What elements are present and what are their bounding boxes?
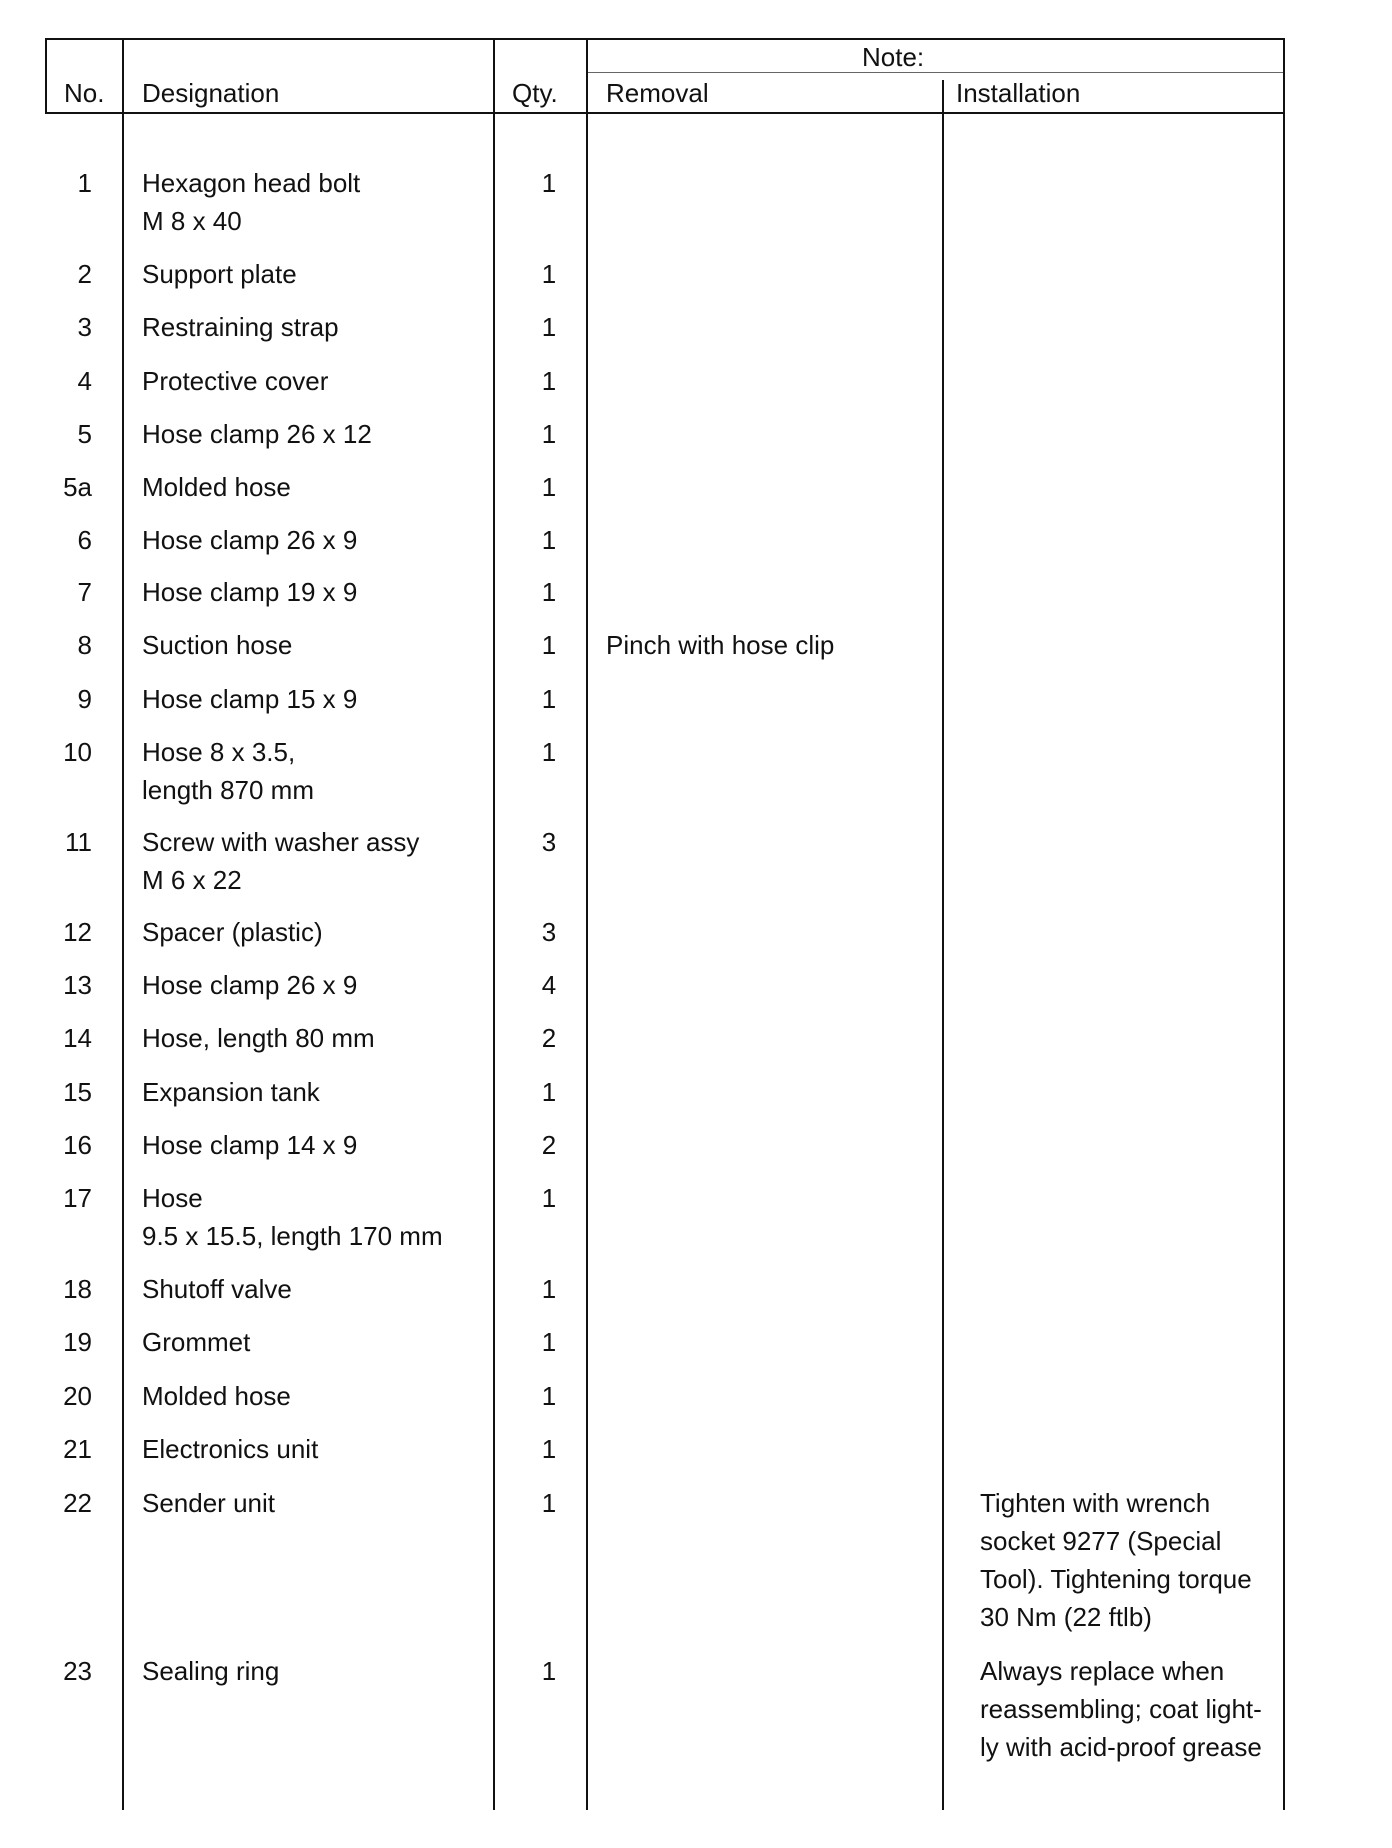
row-qty: 1 xyxy=(541,1077,557,1107)
note-subheader-rule xyxy=(588,72,1285,73)
row-designation: Hose 8 x 3.5, xyxy=(142,737,296,767)
row-qty: 3 xyxy=(541,917,557,947)
row-designation: M 6 x 22 xyxy=(142,865,242,895)
row-designation: Suction hose xyxy=(142,630,293,660)
row-number: 8 xyxy=(77,630,92,660)
row-qty: 1 xyxy=(541,312,557,342)
row-number: 5 xyxy=(77,419,92,449)
col-divider-3 xyxy=(493,38,495,1810)
col-divider-5 xyxy=(942,80,944,1810)
row-designation: Hose clamp 26 x 9 xyxy=(142,525,358,555)
row-qty: 1 xyxy=(541,419,557,449)
row-qty: 1 xyxy=(541,1381,557,1411)
row-qty: 1 xyxy=(541,168,557,198)
row-number: 4 xyxy=(77,366,92,396)
row-number: 21 xyxy=(63,1434,92,1464)
row-number: 11 xyxy=(65,827,92,857)
row-number: 5a xyxy=(63,472,92,502)
row-designation: Electronics unit xyxy=(142,1434,319,1464)
row-qty: 1 xyxy=(541,1434,557,1464)
header-bottom-rule xyxy=(45,112,1285,114)
row-qty: 1 xyxy=(541,472,557,502)
row-qty: 1 xyxy=(541,630,557,660)
row-number: 9 xyxy=(77,684,92,714)
row-designation: Protective cover xyxy=(142,366,329,396)
row-designation: Restraining strap xyxy=(142,312,339,342)
row-qty: 1 xyxy=(541,737,557,767)
row-qty: 1 xyxy=(541,684,557,714)
row-qty: 1 xyxy=(541,1656,557,1686)
col-divider-4 xyxy=(586,38,588,1810)
row-number: 17 xyxy=(63,1183,92,1213)
header-removal: Removal xyxy=(606,78,709,108)
row-installation-note: socket 9277 (Special xyxy=(980,1526,1222,1556)
row-qty: 1 xyxy=(541,1274,557,1304)
row-installation-note: Always replace when xyxy=(980,1656,1225,1686)
row-qty: 2 xyxy=(541,1023,557,1053)
row-designation: M 8 x 40 xyxy=(142,206,242,236)
row-number: 1 xyxy=(77,168,92,198)
row-number: 2 xyxy=(77,259,92,289)
row-qty: 2 xyxy=(541,1130,557,1160)
row-designation: Sealing ring xyxy=(142,1656,280,1686)
row-qty: 1 xyxy=(541,525,557,555)
row-designation: Sender unit xyxy=(142,1488,275,1518)
row-number: 14 xyxy=(63,1023,92,1053)
row-installation-note: Tighten with wrench xyxy=(980,1488,1211,1518)
header-note: Note: xyxy=(862,42,925,72)
row-number: 16 xyxy=(63,1130,92,1160)
row-number: 19 xyxy=(63,1327,92,1357)
row-designation: Spacer (plastic) xyxy=(142,917,323,947)
row-designation: Hexagon head bolt xyxy=(142,168,361,198)
row-qty: 1 xyxy=(541,577,557,607)
row-designation: Molded hose xyxy=(142,1381,291,1411)
row-installation-note: 30 Nm (22 ftlb) xyxy=(980,1602,1152,1632)
row-designation: Screw with washer assy xyxy=(142,827,420,857)
row-qty: 1 xyxy=(541,366,557,396)
table-top-rule xyxy=(45,38,1285,40)
row-number: 20 xyxy=(63,1381,92,1411)
row-number: 13 xyxy=(63,970,92,1000)
row-number: 23 xyxy=(63,1656,92,1686)
row-designation: Support plate xyxy=(142,259,297,289)
row-installation-note: reassembling; coat light- xyxy=(980,1694,1262,1724)
row-number: 10 xyxy=(63,737,92,767)
row-number: 3 xyxy=(77,312,92,342)
row-qty: 1 xyxy=(541,1488,557,1518)
header-installation: Installation xyxy=(956,78,1081,108)
row-installation-note: ly with acid-proof grease xyxy=(980,1732,1262,1762)
row-designation: Expansion tank xyxy=(142,1077,320,1107)
row-designation: Hose clamp 19 x 9 xyxy=(142,577,358,607)
row-installation-note: Tool). Tightening torque xyxy=(980,1564,1252,1594)
row-number: 7 xyxy=(77,577,92,607)
col-divider-6 xyxy=(1283,38,1285,1810)
row-designation: length 870 mm xyxy=(142,775,314,805)
row-designation: Grommet xyxy=(142,1327,251,1357)
row-designation: Hose clamp 26 x 9 xyxy=(142,970,358,1000)
row-qty: 3 xyxy=(541,827,557,857)
row-designation: Hose, length 80 mm xyxy=(142,1023,375,1053)
row-designation: Hose clamp 26 x 12 xyxy=(142,419,372,449)
row-number: 18 xyxy=(63,1274,92,1304)
row-removal-note: Pinch with hose clip xyxy=(606,630,835,660)
row-qty: 1 xyxy=(541,1327,557,1357)
row-designation: Shutoff valve xyxy=(142,1274,292,1304)
row-number: 15 xyxy=(63,1077,92,1107)
row-designation: Hose clamp 14 x 9 xyxy=(142,1130,358,1160)
col-divider-1 xyxy=(45,38,47,114)
col-divider-2 xyxy=(122,38,124,1810)
row-designation: 9.5 x 15.5, length 170 mm xyxy=(142,1221,443,1251)
row-designation: Molded hose xyxy=(142,472,291,502)
header-qty: Qty. xyxy=(512,78,558,108)
row-qty: 1 xyxy=(541,259,557,289)
row-number: 22 xyxy=(63,1488,92,1518)
row-designation: Hose clamp 15 x 9 xyxy=(142,684,358,714)
header-no: No. xyxy=(64,78,105,108)
row-designation: Hose xyxy=(142,1183,203,1213)
row-qty: 4 xyxy=(541,970,557,1000)
header-designation: Designation xyxy=(142,78,280,108)
row-number: 6 xyxy=(77,525,92,555)
row-qty: 1 xyxy=(541,1183,557,1213)
row-number: 12 xyxy=(63,917,92,947)
